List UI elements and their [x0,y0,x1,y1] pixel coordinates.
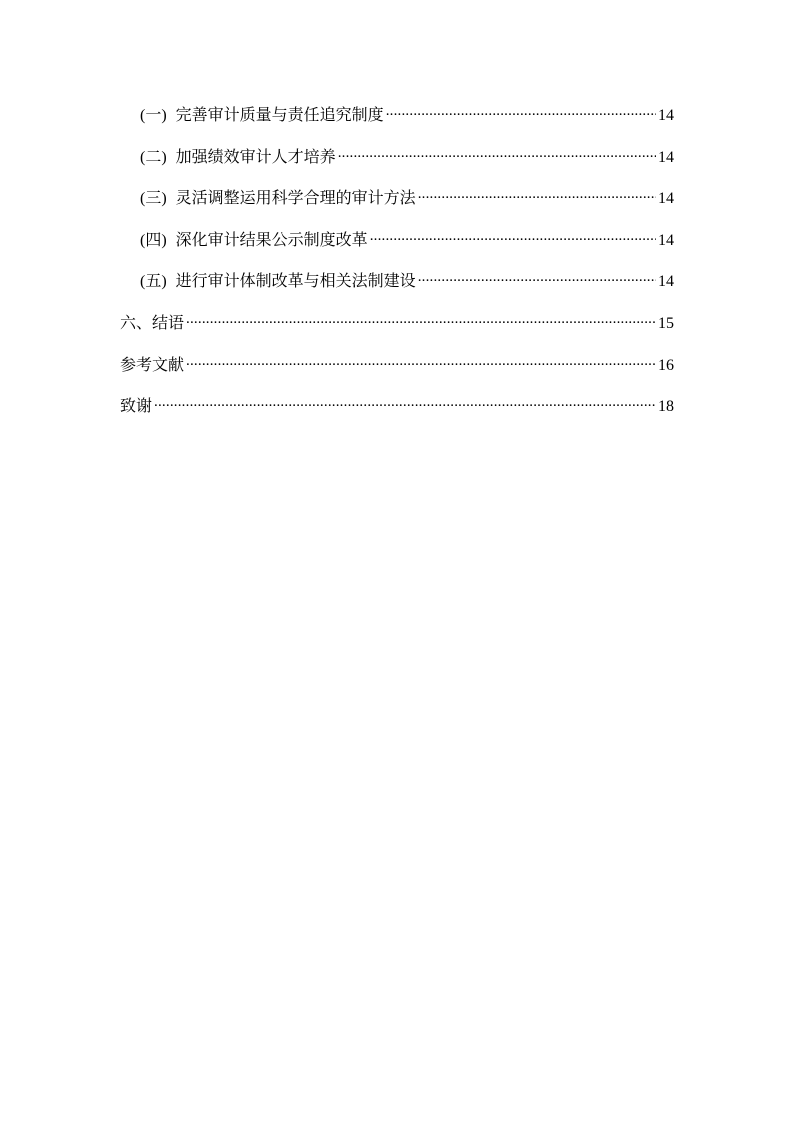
toc-entry-4[interactable] [120,230,674,272]
toc-entry-number: (三) [140,190,167,208]
toc-entry-number: (四) [140,231,167,249]
toc-entry-number: (五) [140,273,167,291]
toc-entry-page: 14 [658,107,674,124]
toc-entry-page: 14 [658,190,674,208]
toc-entry-3[interactable] [120,188,674,230]
toc-dot-leader [386,106,656,120]
toc-dot-leader [154,397,656,411]
toc-dot-leader [370,231,656,245]
toc-entry-page: 16 [658,356,674,374]
toc-entry-5[interactable] [120,271,674,313]
toc-entry-page: 18 [658,398,674,416]
toc-dot-leader [418,189,656,203]
toc-entry-2[interactable] [120,147,674,189]
toc-entry-8[interactable] [120,396,674,438]
toc-entry-page: 14 [658,231,674,249]
toc-dot-leader [418,272,656,286]
toc-entry-title: 完善审计质量与责任追究制度 [175,107,384,124]
toc-entry-title: 灵活调整运用科学合理的审计方法 [175,190,416,208]
toc-entry-title: 深化审计结果公示制度改革 [175,231,368,249]
toc-entry-1[interactable] [120,105,674,147]
toc-entry-page: 14 [658,273,674,291]
toc-entry-title: 加强绩效审计人才培养 [175,148,336,166]
toc-entry-title: 进行审计体制改革与相关法制建设 [175,273,416,291]
toc-dot-leader [186,356,656,370]
toc-dot-leader [338,148,656,162]
toc-entry-title: 致谢 [120,398,153,416]
toc-entry-title: 六、结语 [120,314,185,332]
toc-entry-page: 15 [658,314,674,332]
table-of-contents [120,105,674,438]
toc-entry-6[interactable] [120,313,674,355]
toc-entry-title: 参考文献 [120,356,185,374]
toc-entry-page: 14 [658,148,674,166]
toc-entry-number: (一) [140,107,167,124]
toc-entry-number: (二) [140,148,167,166]
toc-entry-7[interactable] [120,355,674,397]
toc-dot-leader [186,314,656,328]
